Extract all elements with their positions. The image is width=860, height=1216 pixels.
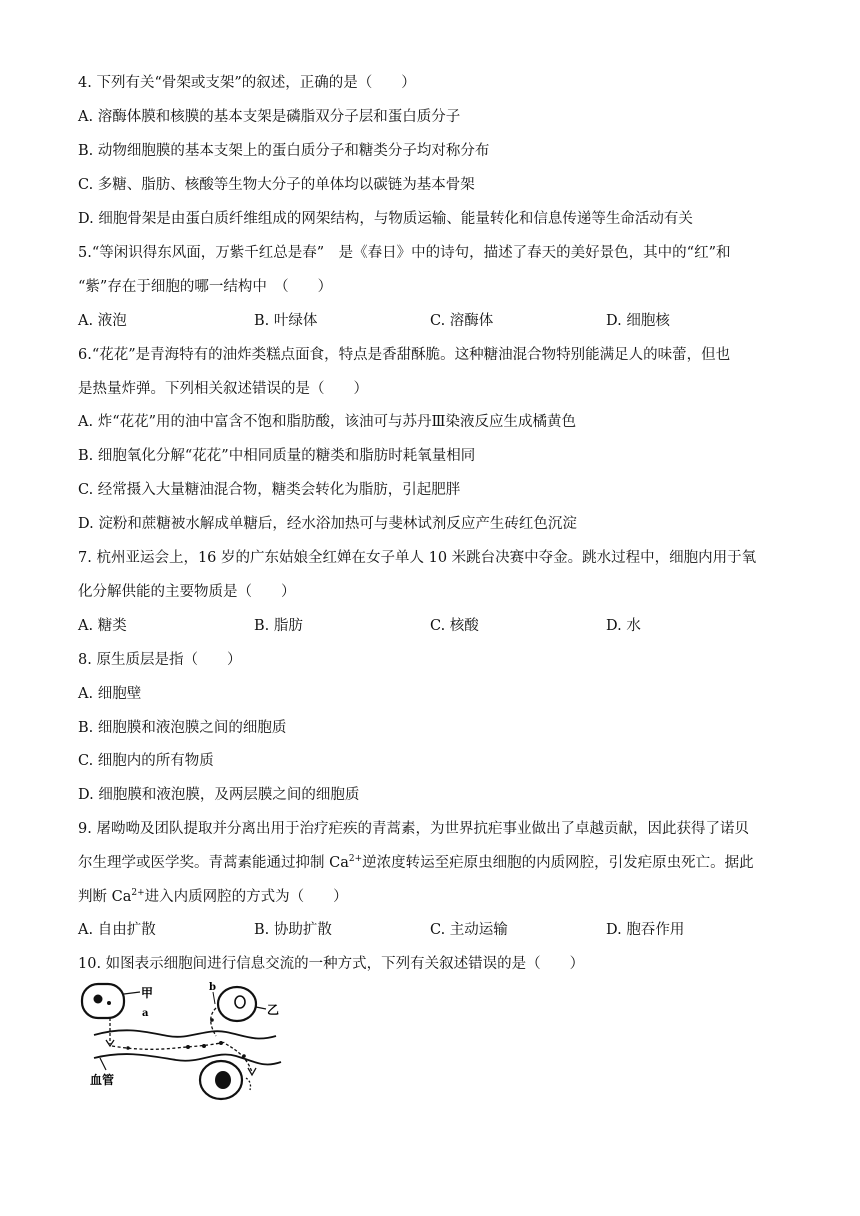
cell-yi [218, 987, 256, 1021]
q7-option-a: A. 糖类 [78, 618, 127, 634]
q5-option-c: C. 溶酶体 [430, 313, 494, 329]
q6-option-c: C. 经常摄入大量糖油混合物，糖类会转化为脂肪，引起肥胖 [78, 482, 461, 498]
q4-option-d: D. 细胞骨架是由蛋白质纤维组成的网架结构，与物质运输、能量转化和信息传递等生命活动有关 [78, 211, 693, 227]
q7-option-b: B. 脂肪 [254, 618, 303, 634]
q9-stem-line3-post: 进入内质网腔的方式为（ ） [144, 889, 348, 905]
q9-option-a: A. 自由扩散 [78, 922, 156, 938]
target-cell [200, 1061, 251, 1099]
q6-stem-line1: 6.“花花”是青海特有的油炸类糕点面食，特点是香甜酥脆。这种糖油混合物特别能满足人的味蕾，但也 [78, 347, 731, 363]
q6-stem-line2: 是热量炸弹。下列相关叙述错误的是（ ） [78, 381, 368, 397]
q7-options [78, 616, 798, 636]
label-jia: 甲 [141, 986, 154, 1000]
q9-superscript-1: 2+ [348, 854, 363, 864]
q4-option-b: B. 动物细胞膜的基本支架上的蛋白质分子和糖类分子均对称分布 [78, 143, 490, 159]
q6-option-d: D. 淀粉和蔗糖被水解成单糖后，经水浴加热可与斐林试剂反应产生砖红色沉淀 [78, 516, 577, 532]
label-line-vessel [100, 1058, 106, 1070]
q4-stem: 4. 下列有关“骨架或支架”的叙述，正确的是（ ） [78, 75, 416, 91]
q9-stem-line1: 9. 屠呦呦及团队提取并分离出用于治疗疟疾的青蒿素，为世界抗疟事业做出了卓越贡献，因此获得了诺贝 [78, 821, 749, 837]
label-line-b [213, 992, 215, 1004]
q7-stem-line1: 7. 杭州亚运会上，16 岁的广东姑娘全红婵在女子单人 10 米跳台决赛中夺金。跳水过程中，细胞内用于氧 [78, 550, 757, 566]
q9-stem-line3 [78, 887, 348, 907]
q7-option-c: C. 核酸 [430, 618, 479, 634]
q7-option-d: D. 水 [606, 618, 641, 634]
q5-options [78, 311, 798, 331]
q9-stem-line2 [78, 853, 754, 873]
label-line-yi [256, 1007, 266, 1009]
q5-option-a: A. 液泡 [78, 313, 127, 329]
q8-option-c: C. 细胞内的所有物质 [78, 753, 214, 769]
q8-option-b: B. 细胞膜和液泡膜之间的细胞质 [78, 720, 287, 736]
q9-option-b: B. 协助扩散 [254, 922, 332, 938]
q9-option-d: D. 胞吞作用 [606, 922, 685, 938]
label-vessel: 血管 [90, 1073, 115, 1087]
q9-options [78, 920, 798, 940]
q9-stem-line3-pre: 判断 Ca [78, 889, 132, 905]
q5-stem-line2: “紫”存在于细胞的哪一结构中 （ ） [78, 279, 333, 295]
q8-option-d: D. 细胞膜和液泡膜，及两层膜之间的细胞质 [78, 787, 360, 803]
q9-stem-line2-post: 逆浓度转运至疟原虫细胞的内质网腔，引发疟原虫死亡。据此 [362, 855, 754, 871]
signal-molecules [126, 1018, 246, 1058]
q5-stem-line1: 5.“等闲识得东风面，万紫千红总是春” 是《春日》中的诗句，描述了春天的美好景色，其中的“红”和 [78, 245, 731, 261]
q5-option-b: B. 叶绿体 [254, 313, 318, 329]
label-line-jia [124, 992, 140, 994]
cell-jia [82, 984, 124, 1018]
q5-option-d: D. 细胞核 [606, 313, 670, 329]
q4-option-a: A. 溶酶体膜和核膜的基本支架是磷脂双分子层和蛋白质分子 [78, 109, 461, 125]
q9-option-c: C. 主动运输 [430, 922, 508, 938]
q10-stem: 10. 如图表示细胞间进行信息交流的一种方式，下列有关叙述错误的是（ ） [78, 956, 585, 972]
q9-stem-line2-pre: 尔生理学或医学奖。青蒿素能通过抑制 Ca [78, 855, 349, 871]
label-b: b [209, 982, 216, 993]
label-a: a [142, 1008, 149, 1019]
q6-option-b: B. 细胞氧化分解“花花”中相同质量的糖类和脂肪时耗氧量相同 [78, 448, 476, 464]
q6-option-a: A. 炸“花花”用的油中富含不饱和脂肪酸，该油可与苏丹Ⅲ染液反应生成橘黄色 [78, 414, 576, 430]
q9-superscript-2: 2+ [131, 888, 145, 898]
q8-option-a: A. 细胞壁 [78, 686, 142, 702]
cell-signaling-figure [76, 980, 306, 1105]
q8-stem: 8. 原生质层是指（ ） [78, 652, 242, 668]
label-yi: 乙 [267, 1003, 280, 1017]
q7-stem-line2: 化分解供能的主要物质是（ ） [78, 584, 296, 600]
q4-option-c: C. 多糖、脂肪、核酸等生物大分子的单体均以碳链为基本骨架 [78, 177, 475, 193]
